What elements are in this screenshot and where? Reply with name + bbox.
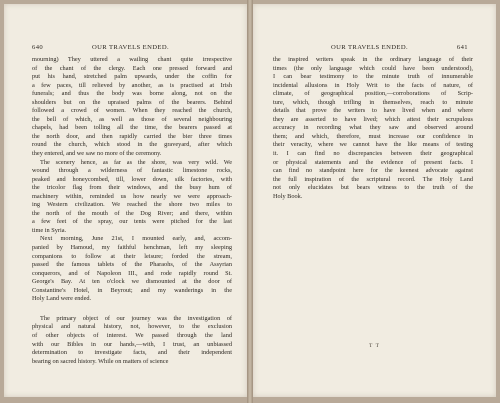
text-line: wound through a wilderness of fantastic limestone rocks, (32, 167, 232, 175)
text-line: companions to follow at their leisure; forded the stream, (32, 252, 232, 260)
paragraph (273, 56, 473, 201)
text-line: followed a crowd of women. When they reached the church, (32, 107, 232, 115)
text-line: machinery within, reminded us how nearly we were approach- (32, 192, 232, 200)
text-line: The scenery hence, as far as the shore, was very wild. We (40, 158, 232, 166)
text-line: The primary object of our journey was the investigation of (40, 314, 232, 322)
text-line: the north door, and then rapidly carried the bier three times (32, 132, 232, 140)
text-line: Holy Book. (273, 192, 303, 200)
text-line: the bell of which, as well as those of several neighbouring (32, 115, 232, 123)
text-line: bearing on sacred history. While on matters of science (32, 357, 169, 365)
text-line: Holy Land were ended. (32, 295, 92, 303)
left-page (4, 4, 247, 397)
running-head: OUR TRAVELS ENDED. (330, 44, 409, 51)
text-line: round the church, which stood in the graveyard, after which (32, 141, 232, 149)
text-line: mourning) They uttered a wailing chant quite irrespective (32, 56, 232, 63)
right-page-text (273, 56, 473, 201)
text-line: or physical statements and the evidence of present facts. I (273, 158, 473, 166)
paragraph (32, 56, 232, 159)
text-line: the inspired writers speak in the ordinary language of their (273, 56, 473, 63)
text-line: the north of the mouth of the Dog River; and there, within (32, 209, 232, 217)
text-line: they are asserted to have lived; which attest their scrupulous (273, 115, 473, 123)
text-line: it. I can find no discrepancies between their geographical (273, 150, 473, 158)
text-line: of other objects of interest. We passed through the land (32, 331, 232, 339)
text-line: Constantine's Hotel, in Beyrout; and my wanderings in the (32, 286, 232, 294)
text-line: climate, of geographical position,—corroborations of Scrip- (273, 90, 473, 98)
text-line: they entered, and we saw no more of the ceremony. (32, 150, 162, 158)
text-line: them; and which, therefore, must increase our confidence in (273, 132, 473, 140)
text-line: conquerors, and of Napoleon III., and rode rapidly round St. (32, 269, 232, 277)
text-line: details that prove the writers to have lived when and where (273, 107, 473, 115)
text-line: ing Western civilization. We reached the shore two miles to (32, 201, 232, 209)
paragraph (32, 315, 232, 366)
paragraph (32, 235, 232, 303)
text-line: determination to investigate facts, and their independent (32, 349, 232, 357)
right-page-header (271, 44, 468, 54)
text-line: the tricolor flag from their windows, and the busy hum of (32, 184, 232, 192)
page-number: 640 (32, 44, 44, 51)
text-line: not only elucidates but bears witness to the truth of the (273, 184, 473, 192)
text-line: George's Bay. At ten o'clock we dismounted at the door of (32, 278, 232, 286)
text-line: physical and natural history, not, however, to the exclusion (32, 323, 232, 331)
signature-mark: T T (369, 343, 380, 349)
text-line: incidental allusions in Holy Writ to the facts of nature, of (273, 81, 473, 89)
text-line: a few paces, till relieved by another, as is practised at Irish (32, 81, 232, 89)
text-line: a few feet of the spray, our tents were pitched for the last (32, 218, 232, 226)
right-page (253, 4, 496, 397)
left-page-header (32, 44, 229, 54)
text-line: put his hand, stretched palm upwards, under the coffin for (32, 73, 232, 81)
text-line: accuracy in recording what they saw and observed around (273, 124, 473, 132)
text-line: shoulders but on the upraised palms of the bearers. Behind (32, 98, 232, 106)
text-line: their veracity, where we cannot have the like means of testing (273, 141, 473, 149)
text-line: with our Bibles in our hands,—with, I trust, an unbiassed (32, 340, 232, 348)
text-line: times (the only language which could have been understood), (273, 64, 473, 72)
text-line: can find no standpoint here for the keenest advocate against (273, 167, 473, 175)
text-line: passed the famous tablets of the Pharaohs, of the Assyrian (32, 261, 232, 269)
text-line: I can bear testimony to the minute truth of innumerable (273, 73, 473, 81)
text-line: panied by Hamoud, my faithful henchman, left my sleeping (32, 244, 232, 252)
paragraph (32, 159, 232, 236)
text-line: funerals; and thus the body was borne along, not on the (32, 90, 232, 98)
text-line: ture, which, though trifling in themselves, reach to minute (273, 98, 473, 106)
text-line: chapels, had been tolling all the time, the bearers passed at (32, 124, 232, 132)
text-line: Next morning, June 21st, I mounted early, and, accom- (40, 235, 232, 243)
paragraph-gap (32, 304, 232, 315)
text-line: time in Syria. (32, 226, 67, 234)
text-line: peaked and honeycombed, till, lower down, silk factories, with (32, 175, 232, 183)
left-page-text (32, 56, 232, 366)
text-line: of the chant of the clergy. Each one pressed forward and (32, 64, 232, 72)
running-head: OUR TRAVELS ENDED. (91, 44, 170, 51)
page-number: 641 (456, 44, 468, 51)
text-line: the full inspiration of the scriptural record. The Holy Land (273, 175, 473, 183)
